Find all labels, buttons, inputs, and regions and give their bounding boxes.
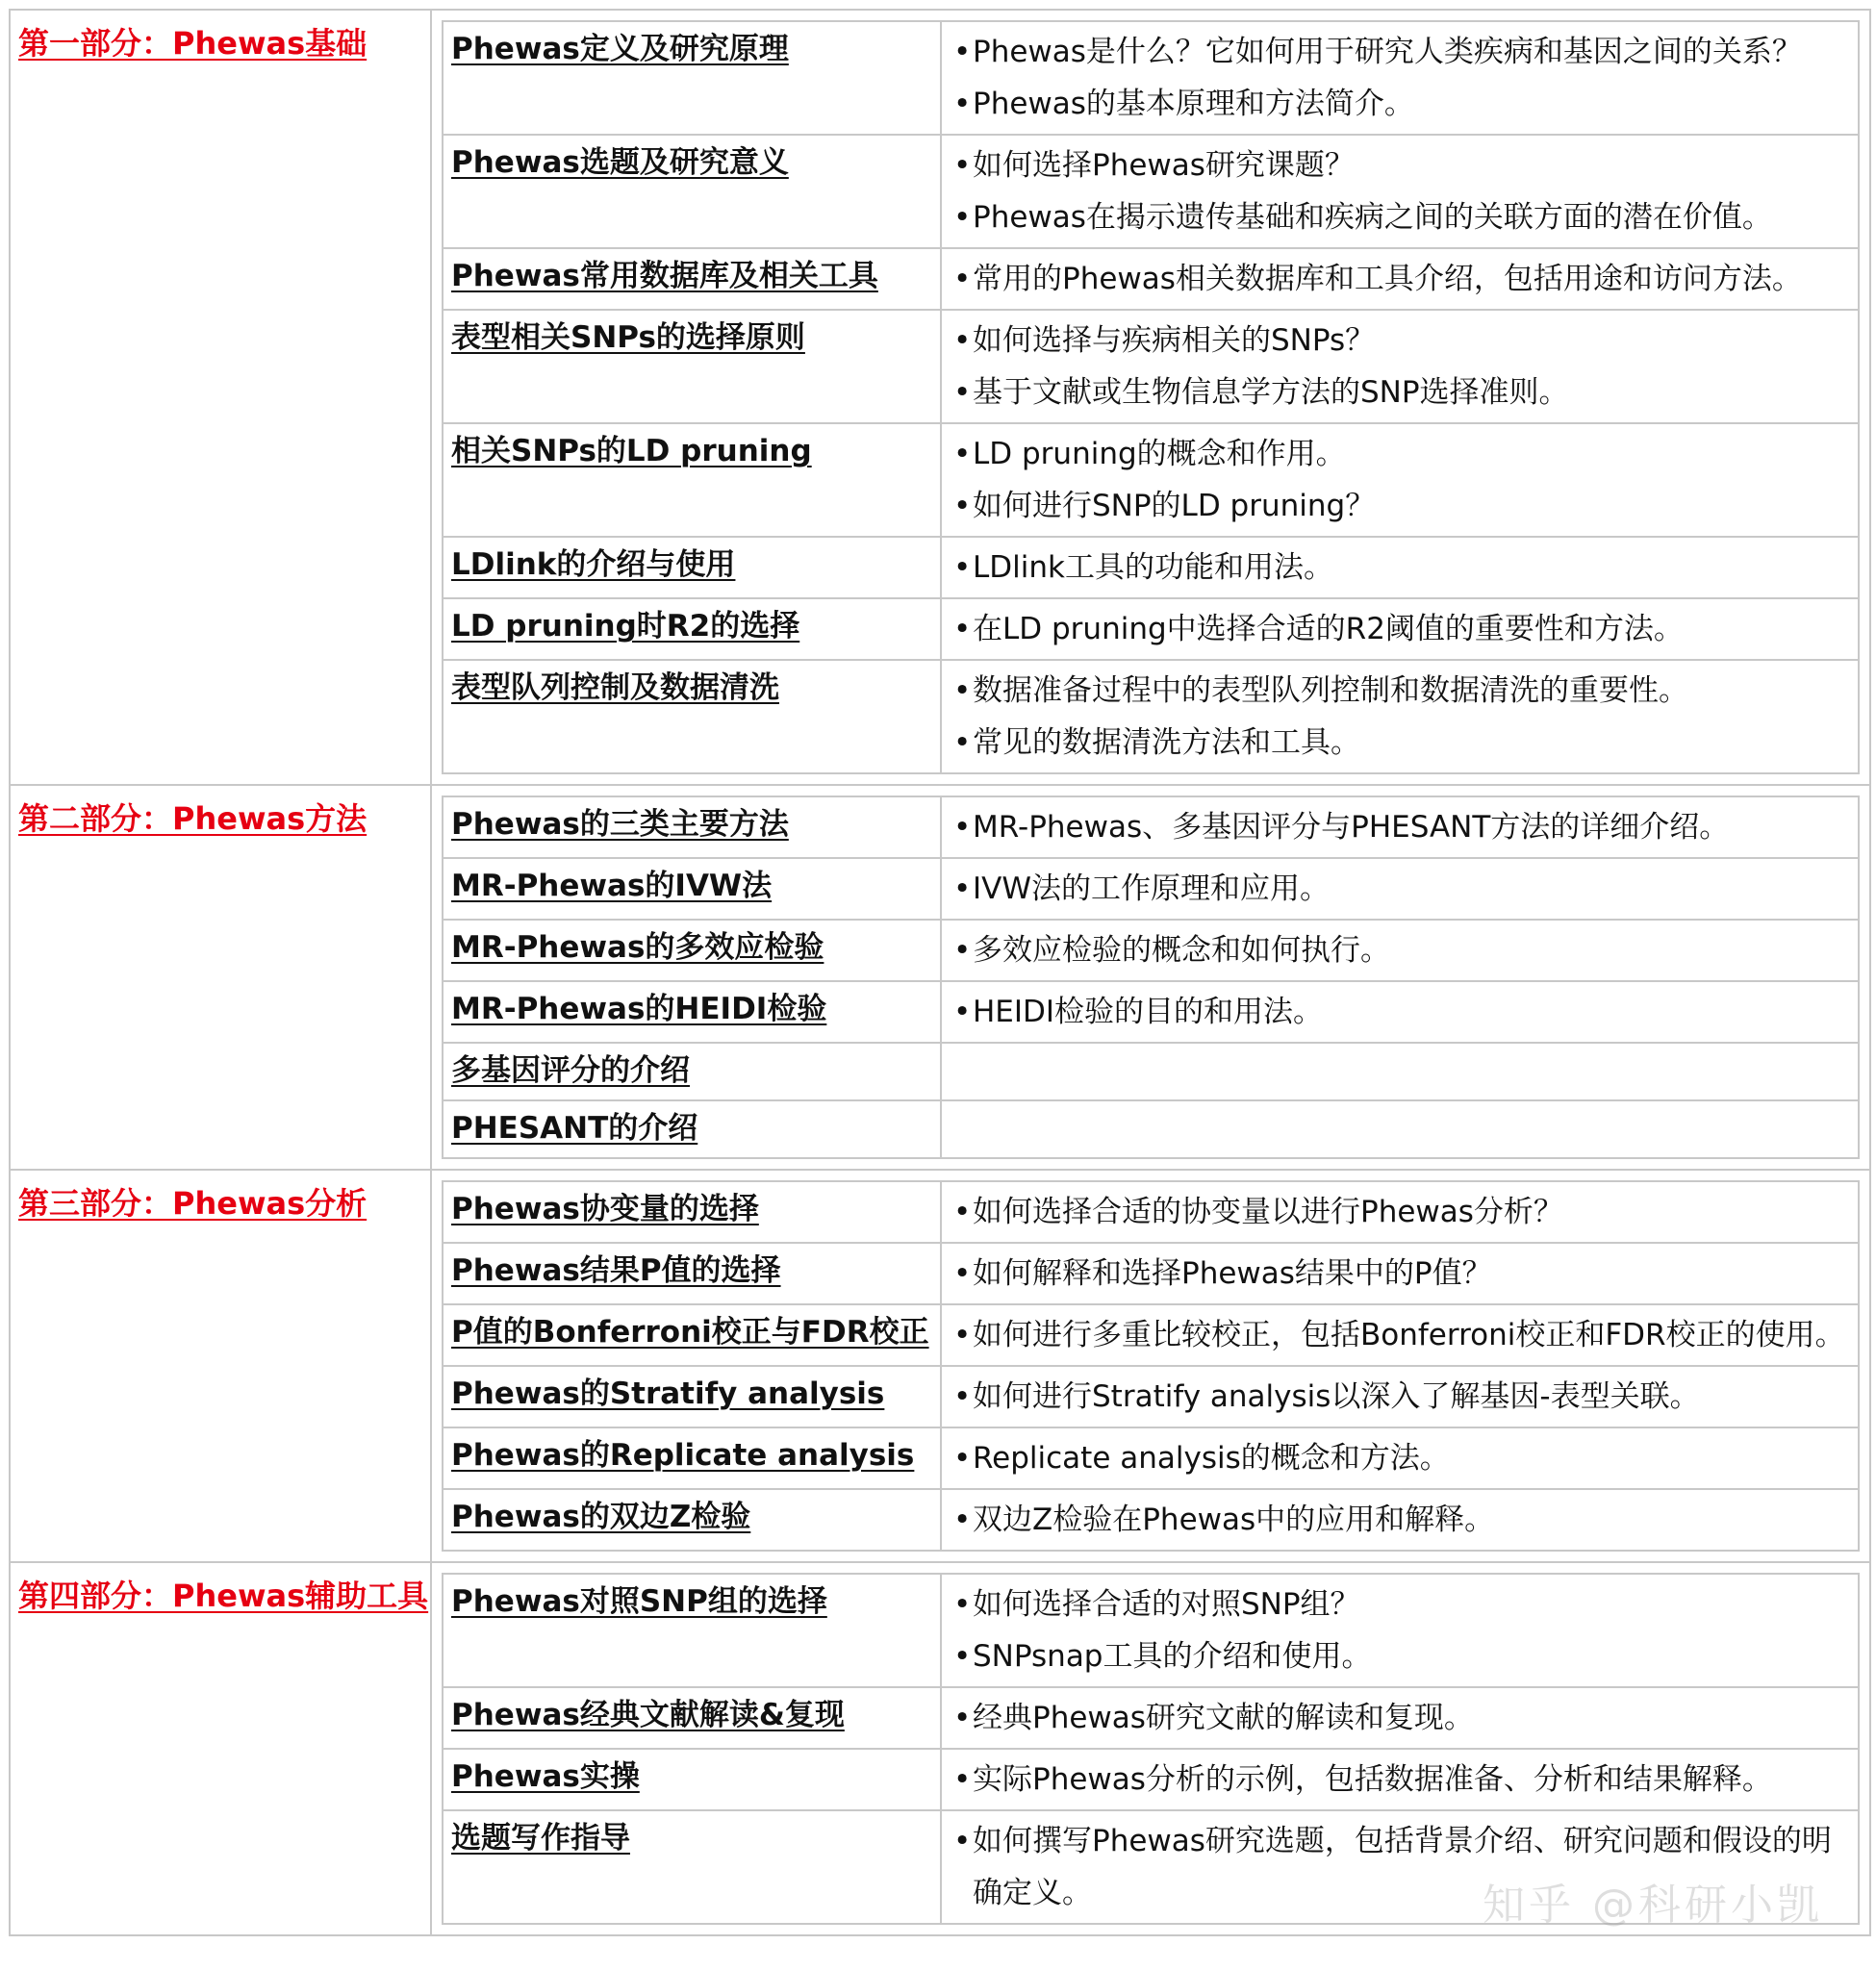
description-cell [941,1749,1859,1810]
description-cell [941,598,1859,660]
topic-cell [443,1810,941,1924]
description-bullet: • 双边Z检验在Phewas中的应用和解释。 [950,1494,1850,1546]
description-cell [941,310,1859,423]
topic-title: Phewas的三类主要方法 [451,807,789,842]
description-bullet: • Phewas是什么？它如何用于研究人类疾病和基因之间的关系？ [950,26,1850,78]
description-bullet: • 常用的Phewas相关数据库和工具介绍，包括用途和访问方法。 [950,253,1850,305]
section-title: 第二部分：Phewas方法 [18,800,368,837]
topic-cell [443,21,941,135]
topic-title: Phewas协变量的选择 [451,1191,759,1226]
description-bullet: • SNPsnap工具的介绍和使用。 [950,1630,1850,1682]
description-cell [941,796,1859,858]
description-bullet: • 如何进行多重比较校正，包括Bonferroni校正和FDR校正的使用。 [950,1309,1850,1361]
topic-row [443,1427,1859,1489]
description-bullet: • 经典Phewas研究文献的解读和复现。 [950,1692,1850,1744]
description-bullet: • 如何解释和选择Phewas结果中的P值？ [950,1248,1850,1300]
topic-cell [443,537,941,598]
section-title-cell [10,1170,431,1562]
description-bullet: • LDlink工具的功能和用法。 [950,542,1850,594]
topic-cell [443,1574,941,1687]
topic-row [443,796,1859,858]
topic-title: Phewas的Stratify analysis [451,1376,885,1411]
topic-cell [443,1181,941,1243]
description-cell [941,660,1859,773]
course-outline-table [9,9,1871,1936]
description-bullet: • 如何选择与疾病相关的SNPs？ [950,315,1850,366]
topic-title: Phewas的双边Z检验 [451,1499,751,1534]
section-row [10,1170,1870,1562]
topic-row [443,660,1859,773]
description-cell [941,248,1859,310]
topic-title: Phewas结果P值的选择 [451,1252,781,1288]
description-bullet: • 实际Phewas分析的示例，包括数据准备、分析和结果解释。 [950,1754,1850,1806]
topic-cell [443,1304,941,1366]
topic-row [443,1810,1859,1924]
description-bullet: • Phewas在揭示遗传基础和疾病之间的关联方面的潜在价值。 [950,191,1850,243]
topic-row [443,1304,1859,1366]
description-bullet: • Replicate analysis的概念和方法。 [950,1432,1850,1484]
section-content-cell [431,1170,1870,1562]
topic-title: Phewas经典文献解读&复现 [451,1697,845,1732]
topic-title: 相关SNPs的LD pruning [451,434,812,468]
topic-cell [443,1043,941,1100]
topic-table [442,20,1860,774]
description-cell [941,135,1859,248]
topic-cell [443,1427,941,1489]
section-title: 第三部分：Phewas分析 [18,1184,368,1222]
topic-title: 表型队列控制及数据清洗 [451,670,779,705]
topic-title: 多基因评分的介绍 [451,1053,690,1088]
description-cell [941,1574,1859,1687]
topic-title: 表型相关SNPs的选择原则 [451,320,805,355]
topic-row [443,598,1859,660]
section-title: 第一部分：Phewas基础 [18,25,368,62]
description-cell [941,1043,1859,1100]
topic-row [443,310,1859,423]
topic-cell [443,1687,941,1749]
description-bullet: • 在LD pruning中选择合适的R2阈值的重要性和方法。 [950,603,1850,655]
topic-title: P值的Bonferroni校正与FDR校正 [451,1314,929,1350]
section-title: 第四部分：Phewas辅助工具 [18,1577,429,1614]
topic-title: MR-Phewas的HEIDI检验 [451,992,827,1026]
topic-row [443,858,1859,920]
description-bullet: • 多效应检验的概念和如何执行。 [950,924,1850,976]
topic-row [443,1687,1859,1749]
topic-row [443,1243,1859,1304]
topic-cell [443,1366,941,1427]
topic-title: Phewas选题及研究意义 [451,145,789,180]
topic-row [443,248,1859,310]
topic-row [443,1100,1859,1158]
watermark: 知乎 @科研小凯 [1483,1881,1823,1930]
topic-row [443,920,1859,981]
topic-title: Phewas对照SNP组的选择 [451,1583,827,1619]
section-row [10,1562,1870,1935]
topic-row [443,1489,1859,1551]
topic-cell [443,920,941,981]
description-cell [941,1427,1859,1489]
description-bullet: • 如何选择Phewas研究课题？ [950,139,1850,191]
description-cell [941,1100,1859,1158]
topic-cell [443,135,941,248]
section-row [10,10,1870,785]
description-bullet: • HEIDI检验的目的和用法。 [950,986,1850,1038]
description-cell [941,920,1859,981]
description-bullet: • LD pruning的概念和作用。 [950,428,1850,480]
topic-cell [443,248,941,310]
topic-table [442,1180,1860,1552]
topic-table [442,1573,1860,1925]
description-cell [941,1489,1859,1551]
section-title-cell [10,10,431,785]
description-bullet: • IVW法的工作原理和应用。 [950,863,1850,915]
section-row [10,785,1870,1170]
description-cell [941,423,1859,537]
topic-title: MR-Phewas的IVW法 [451,869,773,903]
topic-cell [443,796,941,858]
topic-title: LD pruning时R2的选择 [451,609,800,644]
section-title-cell [10,785,431,1170]
topic-cell [443,1489,941,1551]
description-cell [941,1304,1859,1366]
topic-title: Phewas实操 [451,1758,640,1794]
topic-row [443,1043,1859,1100]
description-cell [941,21,1859,135]
section-title-cell [10,1562,431,1935]
description-bullet: • MR-Phewas、多基因评分与PHESANT方法的详细介绍。 [950,801,1850,853]
topic-cell [443,1243,941,1304]
description-cell [941,1366,1859,1427]
topic-title: MR-Phewas的多效应检验 [451,930,824,965]
topic-title: Phewas的Replicate analysis [451,1437,915,1473]
topic-cell [443,1100,941,1158]
description-bullet: • 数据准备过程中的表型队列控制和数据清洗的重要性。 [950,665,1850,717]
topic-title: 选题写作指导 [451,1820,630,1856]
topic-cell [443,310,941,423]
description-cell [941,1810,1859,1924]
topic-title: Phewas定义及研究原理 [451,32,789,66]
topic-row [443,423,1859,537]
section-content-cell [431,785,1870,1170]
description-cell [941,1687,1859,1749]
description-bullet: • Phewas的基本原理和方法简介。 [950,78,1850,130]
topic-title: LDlink的介绍与使用 [451,547,736,582]
description-cell [941,1243,1859,1304]
description-bullet: • 基于文献或生物信息学方法的SNP选择准则。 [950,366,1850,418]
description-bullet: • 如何撰写Phewas研究选题，包括背景介绍、研究问题和假设的明确定义。 [950,1815,1850,1919]
topic-row [443,135,1859,248]
description-cell [941,1181,1859,1243]
description-bullet: • 如何选择合适的对照SNP组？ [950,1579,1850,1630]
topic-row [443,1366,1859,1427]
topic-table [442,796,1860,1159]
topic-row [443,981,1859,1043]
topic-cell [443,1749,941,1810]
topic-cell [443,423,941,537]
topic-title: PHESANT的介绍 [451,1110,698,1146]
section-content-cell [431,10,1870,785]
topic-row [443,1181,1859,1243]
topic-cell [443,660,941,773]
description-cell [941,981,1859,1043]
description-cell [941,537,1859,598]
topic-row [443,537,1859,598]
section-content-cell [431,1562,1870,1935]
description-bullet: • 如何进行SNP的LD pruning？ [950,480,1850,532]
description-bullet: • 常见的数据清洗方法和工具。 [950,717,1850,769]
description-bullet: • 如何选择合适的协变量以进行Phewas分析？ [950,1186,1850,1238]
description-cell [941,858,1859,920]
description-bullet: • 如何进行Stratify analysis以深入了解基因-表型关联。 [950,1371,1850,1423]
topic-cell [443,858,941,920]
topic-row [443,1574,1859,1687]
topic-cell [443,598,941,660]
topic-cell [443,981,941,1043]
topic-row [443,1749,1859,1810]
topic-title: Phewas常用数据库及相关工具 [451,259,878,293]
topic-row [443,21,1859,135]
